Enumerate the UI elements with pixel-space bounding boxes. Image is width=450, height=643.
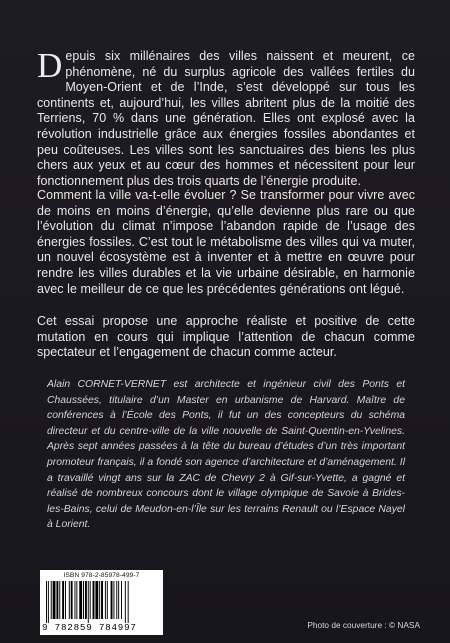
barcode-label [40, 570, 163, 635]
drop-cap: D [37, 46, 63, 85]
barcode-icon [46, 581, 157, 623]
paragraph-intro-text: epuis six millénaires des villes naissent et meurent, ce phénomène, né du surplus agricole des vallées fertiles du Moyen-Orient et de l’Inde, s’est développé sur tous les continents et, aujourd’hui, les villes abritent plus de la moitié des Terriens, 70 % dans une génération. Elles ont explosé avec la révolution industrielle grâce aux énergies fossiles abondantes et peu coûteuses. Les villes sont les sanctuaires des biens les plus chers aux yeux et au cœur des hommes et nécessitent pour leur fonctionnement plus des trois quarts de l’énergie produite. [37, 49, 415, 188]
author-bio: Alain CORNET-VERNET est architecte et ingénieur civil des Ponts et Chaussées, titulaire d’un Master en urbanisme de Harvard. Maître de conférences à l’École des Ponts, il fut un des concepteurs du schéma directeur et du centre-ville de la ville nouvelle de Saint-Quentin-en-Yvelines. Après sept années passées à la tête du bureau d’études d’un très important promoteur français, il a fondé son agence d’architecture et d’aménagement. Il a travaillé vingt ans sur la ZAC de Chevry 2 à Gif-sur-Yvette, a gagné et réalisé de nombreux concours dont le village olympique de Savoie à Brides-les-Bains, celui de Meudon-en-l’Île sur les terrains Renault ou l’Espace Nayel à Lorient. [47, 379, 405, 531]
isbn-text: ISBN 978-2-85978-499-7 [63, 572, 140, 579]
paragraph-essay: Cet essai propose une approche réaliste et positive de cette mutation en cours qui implique l’attention de chacun comme spectateur et l’engagement de chacun comme acteur. [37, 314, 415, 360]
paragraph-intro [37, 46, 415, 189]
photo-credit: Photo de couverture : © NASA [307, 620, 420, 630]
paragraph-question: Comment la ville va-t-elle évoluer ? Se transformer pour vivre avec de moins en moins d’énergie, qu’elle devienne plus rare ou que l’évolution du climat n’impose l’abandon rapide de l’usage des énergies fossiles. C’est tout le métabolisme des villes qui va muter, un nouvel écosystème est à inventer et à mettre en œuvre pour rendre les villes durables et la vie urbaine désirable, en harmonie avec le meilleur de ce que les précédentes générations ont légué. [37, 188, 415, 296]
barcode-number: 9 782859 784997 [42, 622, 137, 633]
